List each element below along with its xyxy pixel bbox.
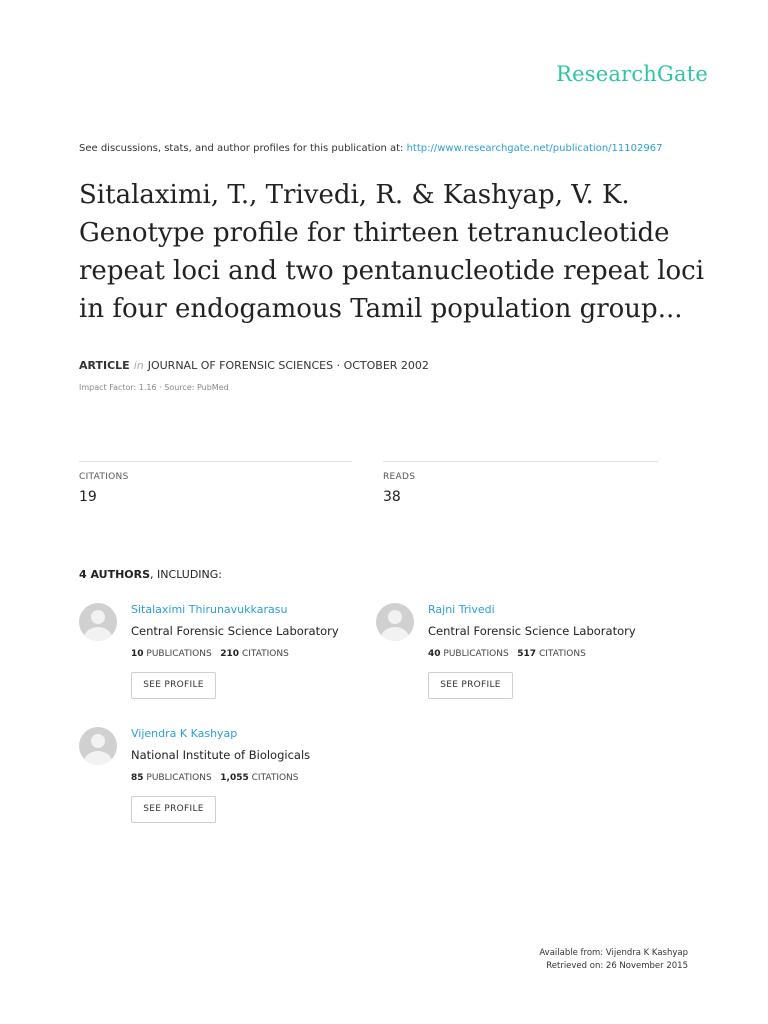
discussion-prefix: See discussions, stats, and author profiles for this publication at: — [79, 143, 404, 154]
citations-count: 517 — [517, 649, 537, 659]
publication-link[interactable]: http://www.researchgate.net/publication/11102967 — [406, 143, 663, 154]
author-stats — [131, 773, 299, 783]
avatar[interactable] — [79, 727, 117, 765]
publications-count: 40 — [428, 649, 441, 659]
author-institution: National Institute of Biologicals — [131, 748, 311, 762]
publications-count: 10 — [131, 649, 144, 659]
authors-suffix: , INCLUDING: — [150, 568, 222, 581]
citations-count: 210 — [220, 649, 240, 659]
reads-divider — [383, 461, 658, 462]
journal-info[interactable]: JOURNAL OF FORENSIC SCIENCES · OCTOBER 2002 — [147, 359, 429, 372]
avatar[interactable] — [79, 603, 117, 641]
author-stats — [428, 649, 586, 659]
publications-word: PUBLICATIONS — [146, 649, 212, 659]
citations-word: CITATIONS — [538, 649, 586, 659]
author-name[interactable]: Vijendra K Kashyap — [131, 727, 238, 740]
in-word: in — [133, 359, 144, 372]
discussion-line — [79, 143, 662, 154]
publication-meta — [79, 359, 429, 372]
citations-value: 19 — [79, 489, 97, 505]
author-institution: Central Forensic Science Laboratory — [428, 624, 636, 638]
see-profile-button[interactable]: SEE PROFILE — [428, 672, 513, 699]
author-institution: Central Forensic Science Laboratory — [131, 624, 339, 638]
see-profile-button[interactable]: SEE PROFILE — [131, 672, 216, 699]
impact-factor: Impact Factor: 1.16 · Source: PubMed — [79, 383, 229, 392]
citations-word: CITATIONS — [251, 773, 299, 783]
author-name[interactable]: Sitalaximi Thirunavukkarasu — [131, 603, 288, 616]
author-stats — [131, 649, 289, 659]
author-card — [376, 603, 666, 713]
citations-count: 1,055 — [220, 773, 249, 783]
author-card — [79, 727, 369, 837]
see-profile-button[interactable]: SEE PROFILE — [131, 796, 216, 823]
citations-divider — [79, 461, 352, 462]
citations-label: CITATIONS — [79, 472, 129, 482]
footer-info — [539, 947, 688, 973]
researchgate-logo[interactable]: ResearchGate — [556, 62, 708, 86]
publication-title: Sitalaximi, T., Trivedi, R. & Kashyap, V. K. Genotype profile for thirteen tetranucleotide repeat loci and two pentanucleotide repeat loci in four endogamous Tamil population group... — [79, 180, 705, 324]
publications-word: PUBLICATIONS — [146, 773, 212, 783]
author-card — [79, 603, 369, 713]
reads-value: 38 — [383, 489, 401, 505]
reads-label: READS — [383, 472, 416, 482]
avatar[interactable] — [376, 603, 414, 641]
available-from: Available from: Vijendra K Kashyap — [539, 948, 688, 958]
authors-count: 4 AUTHORS — [79, 568, 151, 581]
article-type-label: ARTICLE — [79, 359, 130, 372]
publications-count: 85 — [131, 773, 144, 783]
authors-heading — [79, 568, 222, 581]
author-name[interactable]: Rajni Trivedi — [428, 603, 495, 616]
citations-word: CITATIONS — [241, 649, 289, 659]
retrieved-on: Retrieved on: 26 November 2015 — [546, 961, 688, 971]
publications-word: PUBLICATIONS — [443, 649, 509, 659]
